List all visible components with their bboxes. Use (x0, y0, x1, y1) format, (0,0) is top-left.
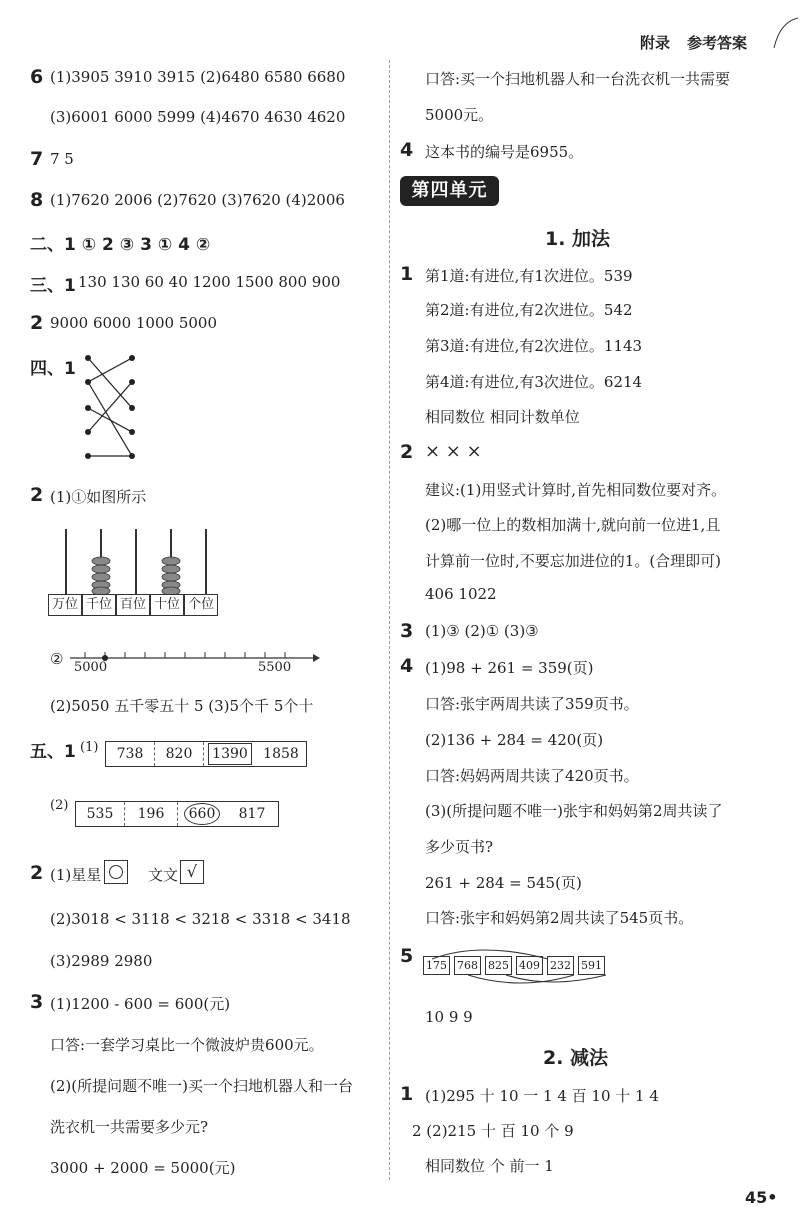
b1-line2: 2 (2)215 十 百 10 个 9 (412, 1122, 574, 1140)
header-appendix: 附录 (640, 34, 671, 52)
q6-line2: (3)6001 6000 5999 (4)4670 4630 4620 (50, 108, 346, 126)
abacus-bead (162, 565, 180, 573)
place-label: 十位 (150, 594, 184, 616)
abacus (48, 525, 228, 595)
a4-line1: (1)98 + 261 = 359(页) (425, 659, 594, 677)
b1-line3: 相同数位 个 前一 1 (425, 1157, 554, 1175)
a2-number: 2 (400, 441, 414, 463)
place-label: 个位 (184, 594, 218, 616)
matching-diagram (80, 350, 150, 460)
section5-number: 五、1 (30, 742, 76, 762)
a4-line8: 口答:张宇和妈妈第2周共读了545页书。 (425, 909, 694, 927)
circle-answer-box (104, 860, 128, 884)
a2-line2: (2)哪一位上的数相加满十,就向前一位进1,且 (425, 516, 721, 534)
section5-p2: (2) (50, 798, 69, 813)
number-cell: 1390 (208, 743, 252, 765)
a2-line4: 406 1022 (425, 585, 497, 603)
a5-box: 232 (547, 956, 574, 975)
right-answer-line2: 5000元。 (425, 106, 494, 124)
a1-line2: 第2道:有进位,有2次进位。542 (425, 301, 633, 319)
a5-box: 768 (454, 956, 481, 975)
number-box-row-2 (75, 801, 279, 827)
number-cell: 535 (76, 802, 125, 826)
numline-end-label: 5500 (258, 660, 292, 675)
a4-number: 4 (400, 655, 414, 677)
section3-q2-text: 9000 6000 1000 5000 (50, 314, 217, 332)
number-cell: 660 (184, 803, 220, 825)
section5-q3-number: 3 (30, 991, 44, 1013)
section5-q3-line5: 3000 + 2000 = 5000(元) (50, 1159, 236, 1177)
section2-answers: 二、1 ① 2 ③ 3 ① 4 ② (30, 235, 211, 255)
a4-line4: 口答:妈妈两周共读了420页书。 (425, 767, 639, 785)
a4-line7: 261 + 284 = 545(页) (425, 874, 582, 892)
q8-number: 8 (30, 189, 44, 211)
q6-line1: (1)3905 3910 3915 (2)6480 6580 6680 (50, 68, 346, 86)
a1-line4: 第4道:有进位,有3次进位。6214 (425, 373, 643, 391)
section5-q2-line2: (2)3018 < 3118 < 3218 < 3318 < 3418 (50, 910, 351, 928)
a4-line5: (3)(所提问题不唯一)张宇和妈妈第2周共读了 (425, 802, 723, 820)
q7-number: 7 (30, 148, 44, 170)
q4-text: 这本书的编号是6955。 (425, 143, 584, 161)
a5-number: 5 (400, 945, 414, 967)
number-box-row-1 (105, 741, 307, 767)
page-number: 45• (745, 1188, 778, 1207)
a1-line3: 第3道:有进位,有2次进位。1143 (425, 337, 643, 355)
a5-line2: 10 9 9 (425, 1008, 473, 1026)
section3-number: 三、1 (30, 276, 76, 296)
section4-q2-text: (1)①如图所示 (50, 488, 147, 506)
b1-line1: (1)295 十 10 一 1 4 百 10 十 1 4 (425, 1087, 659, 1105)
a1-line1: 第1道:有进位,有1次进位。539 (425, 267, 633, 285)
q8-text: (1)7620 2006 (2)7620 (3)7620 (4)2006 (50, 191, 345, 209)
b1-number: 1 (400, 1083, 414, 1105)
section4-number: 四、1 (30, 359, 76, 379)
section5-q3-line4: 洗衣机一共需要多少元? (50, 1118, 209, 1136)
q6-number: 6 (30, 66, 44, 88)
a5-number-boxes (423, 956, 609, 975)
place-label: 千位 (82, 594, 116, 616)
a1-number: 1 (400, 263, 414, 285)
a2-text: × × × (425, 441, 482, 462)
a5-box: 825 (485, 956, 512, 975)
header-answers: 参考答案 (687, 34, 748, 52)
a3-number: 3 (400, 620, 414, 642)
circle-mark-icon (109, 865, 123, 879)
right-answer-line1: 口答:买一个扫地机器人和一台洗衣机一共需要 (425, 70, 731, 88)
section4-q2-number: 2 (30, 484, 44, 506)
unit-title: 第四单元 (400, 176, 499, 206)
header-corner-line (760, 0, 800, 50)
abacus-bead (92, 573, 110, 581)
column-divider (389, 60, 390, 1180)
a5-box: 591 (578, 956, 605, 975)
a2-line3: 计算前一位时,不要忘加进位的1。(合理即可) (425, 552, 722, 570)
a4-line3: (2)136 + 284 = 420(页) (425, 731, 604, 749)
number-cell: 817 (238, 806, 266, 822)
place-label: 百位 (116, 594, 150, 616)
a3-text: (1)③ (2)① (3)③ (425, 622, 539, 640)
abacus-bead (162, 557, 180, 565)
section3-q2-number: 2 (30, 312, 44, 334)
section-title-addition: 1. 加法 (545, 228, 611, 250)
section5-q3-line1: (1)1200 - 600 = 600(元) (50, 995, 231, 1013)
section5-q3-line2: 口答:一套学习桌比一个微波炉贵600元。 (50, 1036, 324, 1054)
abacus-bead (92, 565, 110, 573)
section5-q2-wenwen: 文文 (148, 866, 179, 884)
number-cell: 196 (125, 802, 178, 826)
section5-q2-star: (1)星星 (50, 866, 102, 884)
a4-line2: 口答:张宇两周共读了359页书。 (425, 695, 639, 713)
numline-start-label: 5000 (74, 660, 108, 675)
q4-number: 4 (400, 139, 414, 161)
number-cell: 1858 (263, 746, 299, 762)
abacus-labels (48, 594, 218, 616)
section3-text: 130 130 60 40 1200 1500 800 900 (78, 273, 341, 291)
q7-text: 7 5 (50, 150, 74, 168)
a5-box: 175 (423, 956, 450, 975)
number-cell: 820 (155, 742, 204, 766)
a4-line6: 多少页书? (425, 838, 494, 856)
abacus-bead (162, 573, 180, 581)
a2-line1: 建议:(1)用竖式计算时,首先相同数位要对齐。 (425, 481, 727, 499)
a1-line5: 相同数位 相同计数单位 (425, 408, 580, 426)
check-answer-box: √ (180, 860, 204, 884)
numline-circle-label: ② (50, 650, 64, 668)
section4-q2-line2: (2)5050 五千零五十 5 (3)5个千 5个十 (50, 697, 314, 715)
section5-q2-number: 2 (30, 862, 44, 884)
number-cell: 738 (106, 742, 155, 766)
section-title-subtraction: 2. 减法 (543, 1047, 609, 1069)
section5-p1: (1) (80, 740, 99, 755)
section5-q2-line3: (3)2989 2980 (50, 952, 153, 970)
a5-box: 409 (516, 956, 543, 975)
place-label: 万位 (48, 594, 82, 616)
section5-q3-line3: (2)(所提问题不唯一)买一个扫地机器人和一台 (50, 1077, 353, 1095)
abacus-bead (92, 557, 110, 565)
